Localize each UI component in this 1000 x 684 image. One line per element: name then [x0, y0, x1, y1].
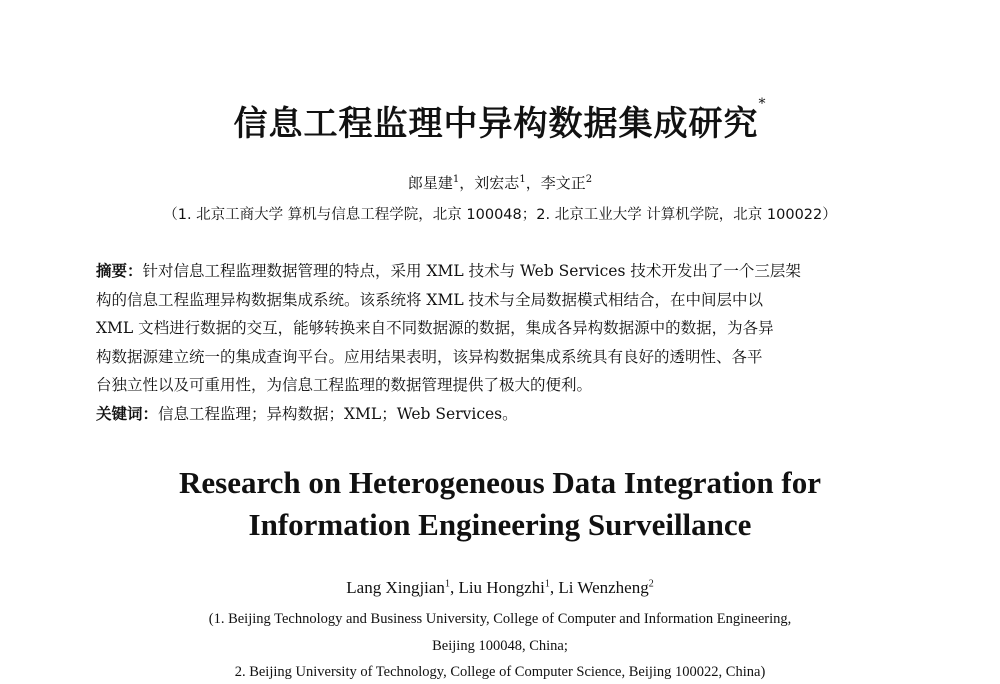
english-title — [0, 462, 1000, 546]
abstract-line: XML 文档进行数据的交互，能够转换来自不同数据源的数据，集成各异构数据源中的数据，为各异 — [96, 319, 774, 337]
author-affil-mark: 2 — [585, 174, 593, 185]
author-name: Li Wenzheng — [558, 578, 649, 597]
abstract-line — [96, 257, 916, 286]
english-affiliation-line: Beijing 100048, China; — [432, 638, 568, 654]
author-affil-mark: 1 — [452, 174, 460, 185]
english-title-line: Research on Heterogeneous Data Integration for — [179, 465, 821, 500]
author-name: Liu Hongzhi — [458, 578, 545, 597]
abstract-label: 摘要： — [96, 262, 143, 280]
chinese-affiliation: （1. 北京工商大学 算机与信息工程学院，北京 100048；2. 北京工业大学 计算机学院，北京 100022） — [163, 207, 837, 223]
abstract-line: 台独立性以及可重用性，为信息工程监理的数据管理提供了极大的便利。 — [96, 376, 593, 394]
keywords-label: 关键词： — [96, 404, 159, 423]
title-footnote-mark: * — [758, 96, 767, 112]
abstract-block — [96, 257, 916, 428]
english-title-line: Information Engineering Surveillance — [248, 507, 752, 542]
author-name: 李文正 — [540, 174, 586, 192]
abstract-text: 针对信息工程监理数据管理的特点，采用 XML 技术与 Web Services 技术开发出了一个三层架 — [142, 262, 801, 280]
abstract-line: 构数据源建立统一的集成查询平台。应用结果表明，该异构数据集成系统具有良好的透明性、各平 — [96, 347, 763, 366]
chinese-title-text: 信息工程监理中异构数据集成研究 — [233, 104, 759, 144]
author-name: 刘宏志 — [474, 174, 520, 192]
chinese-authors: 郎星建$^1$，刘宏志$^1$，李文正$^2$ — [407, 174, 593, 192]
author-affil-mark: 1 — [544, 578, 550, 590]
keywords-text: 信息工程监理；异构数据；XML；Web Services。 — [158, 404, 518, 423]
english-affiliation-line: 2. Beijing University of Technology, College of Computer Science, Beijing 100022, China) — [234, 664, 766, 680]
author-affil-mark: 1 — [444, 578, 450, 590]
keywords-line — [96, 400, 916, 429]
chinese-title — [0, 96, 1000, 145]
author-name: 郎星建 — [407, 174, 453, 192]
english-authors: Lang Xingjian$^1$, Liu Hongzhi$^1$, Li Wenzheng$^2$ — [346, 578, 654, 597]
abstract-line: 构的信息工程监理异构数据集成系统。该系统将 XML 技术与全局数据模式相结合，在中间层中以 — [96, 290, 764, 309]
author-affil-mark: 1 — [519, 174, 526, 185]
english-affiliation-line: (1. Beijing Technology and Business University, College of Computer and Information Engineering, — [208, 611, 792, 627]
author-affil-mark: 2 — [648, 578, 654, 590]
author-name: Lang Xingjian — [346, 578, 445, 597]
